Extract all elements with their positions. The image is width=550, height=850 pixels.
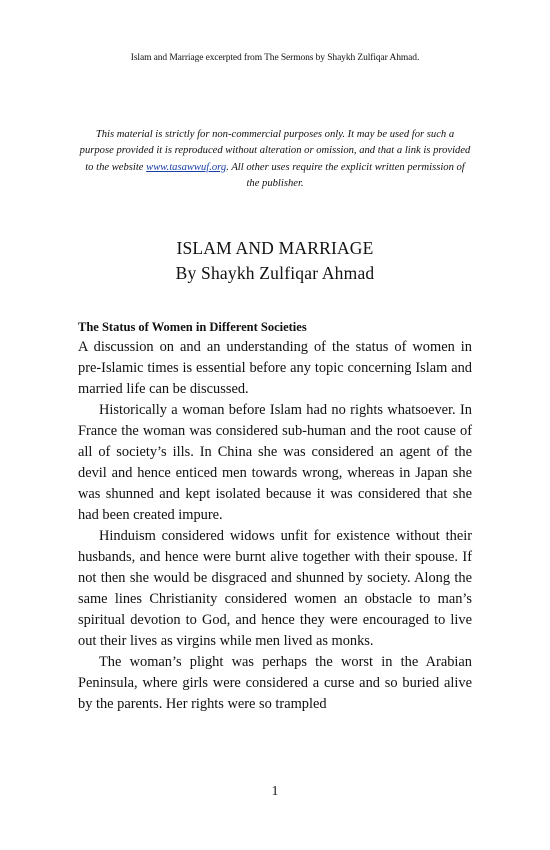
running-header: Islam and Marriage excerpted from The Sermons by Shaykh Zulfiqar Ahmad. xyxy=(130,53,420,63)
paragraph: The woman’s plight was perhaps the worst in the Arabian Peninsula, where girls were considered a curse and so buried alive by the parents. Her rights were so trampled xyxy=(78,654,472,712)
disclaimer-text-before-link: This material is strictly for non-commercial purposes only. It may be used for such a purpose provided it is reproduced without alteration or omission, and that a link is provided to the website xyxy=(79,129,471,173)
usage-disclaimer xyxy=(78,127,472,192)
author-byline: By Shaykh Zulfiqar Ahmad xyxy=(175,263,375,283)
paragraph: A discussion on and an understanding of the status of women in pre-Islamic times is essential before any topic concerning Islam and married life can be discussed. xyxy=(78,339,472,397)
title-block xyxy=(0,236,550,286)
website-link[interactable]: www.tasawwuf.org xyxy=(146,161,227,173)
paragraph: Hinduism considered widows unfit for existence without their husbands, and hence were burnt alive together with their spouse. If not then she would be disgraced and shunned by society. Along the same lines Christianity considered women an obstacle to man’s spiritual devotion to God, and hence they were encouraged to live out their lives as virgins while men lived as monks. xyxy=(78,528,472,649)
section-heading: The Status of Women in Different Societies xyxy=(78,320,307,334)
disclaimer-text-after-link: . All other uses require the explicit written permission of the publisher. xyxy=(226,161,465,189)
paragraph: Historically a woman before Islam had no rights whatsoever. In France the woman was considered sub-human and the root cause of all of society’s ills. In China she was considered an agent of the devil and hence enticed men towards wrong, whereas in Japan she was shunned and kept isolated because it was considered that she had been created impure. xyxy=(78,402,472,523)
document-title: ISLAM AND MARRIAGE xyxy=(176,238,374,258)
body-text xyxy=(78,337,472,715)
page-number: 1 xyxy=(271,783,279,798)
